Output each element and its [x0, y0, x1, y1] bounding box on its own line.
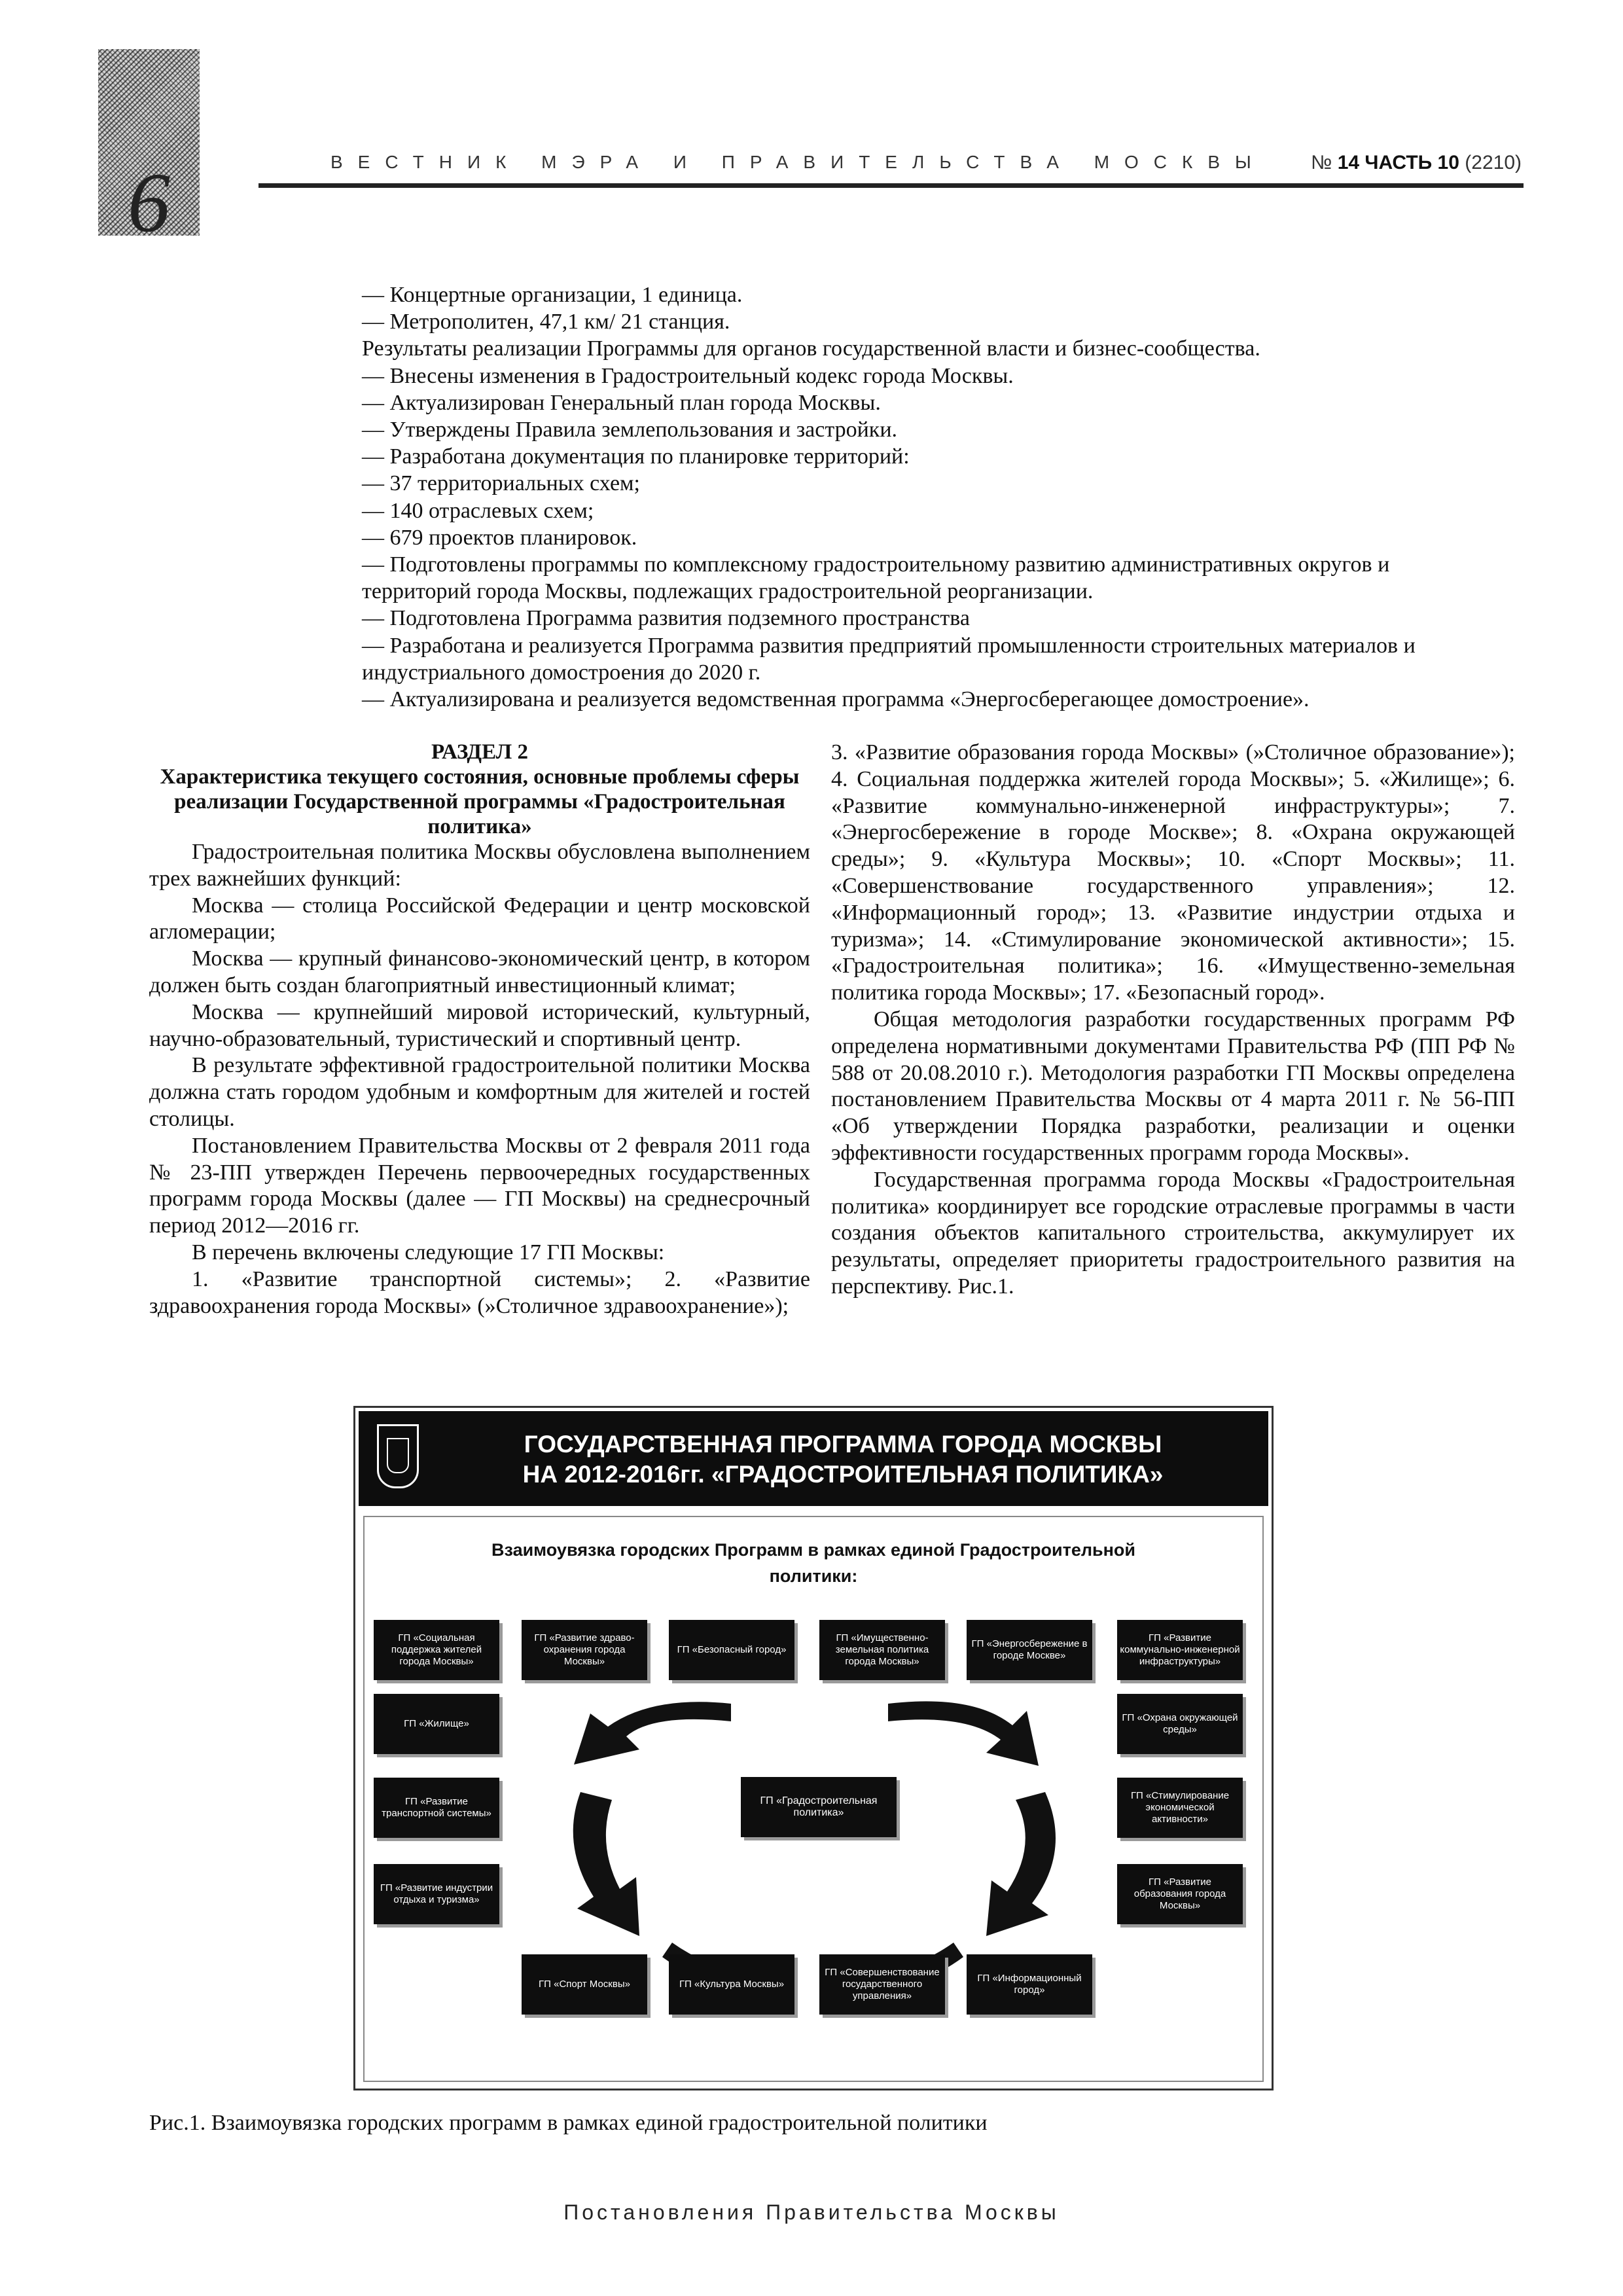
figure-header — [359, 1411, 1268, 1506]
box-culture: ГП «Культура Москвы» — [669, 1954, 794, 2015]
list-item: — Подготовлены программы по комплексному градостроительному развитию административных округов и территорий города Москвы, подлежащих градостроительной реорганизации. — [362, 552, 1390, 604]
paragraph: Общая методология разработки государственных программ РФ определена нормативными документами Правительства РФ (ПП РФ № 588 от 20.08.2010 г.). Методология разработки ГП Москвы определена постановлением Правительства Москвы от 4 марта 2011 г. № 56-ПП «Об утверждении Порядка разработки, реализации и оценки эффективности государственных программ города Москвы». — [831, 1007, 1515, 1165]
moscow-coat-of-arms-icon — [377, 1424, 419, 1488]
arrow-top-right — [888, 1701, 1039, 1766]
paragraph: Постановлением Правительства Москвы от 2 февраля 2011 года № 23-ПП утвержден Перечень первоочередных государственных программ города Москвы (далее — ГП Москвы) на среднесрочный период 2012—2016 гг. — [149, 1133, 810, 1238]
box-urban-policy-center: ГП «Градостроительная политика» — [741, 1777, 897, 1837]
box-economy: ГП «Стимулирование экономической активности» — [1117, 1778, 1243, 1838]
box-sport: ГП «Спорт Москвы» — [522, 1954, 647, 2015]
arrow-left — [573, 1792, 639, 1936]
box-education: ГП «Развитие образования города Москвы» — [1117, 1864, 1243, 1924]
list-item: — 140 отраслевых схем; — [362, 498, 594, 523]
paragraph: Москва — крупнейший мировой исторический, культурный, научно-образовательный, туристический и спортивный центр. — [149, 999, 810, 1051]
arrow-right — [986, 1792, 1056, 1936]
box-health: ГП «Развитие здраво-охранения города Москвы» — [522, 1620, 647, 1680]
box-energy: ГП «Энергосбережение в городе Москве» — [967, 1620, 1092, 1680]
box-safe-city: ГП «Безопасный город» — [669, 1620, 794, 1680]
list-item: Результаты реализации Программы для органов государственной власти и бизнес-сообщества. — [362, 336, 1260, 361]
issue-total: (2210) — [1465, 152, 1522, 173]
list-item: — Актуализирован Генеральный план города Москвы. — [362, 390, 881, 415]
results-list — [362, 281, 1474, 713]
list-item: — Внесены изменения в Градостроительный кодекс города Москвы. — [362, 363, 1014, 388]
list-item: — Актуализирована и реализуется ведомственная программа «Энергосберегающее домостроение». — [362, 687, 1310, 712]
left-column — [149, 740, 810, 1319]
list-item: — Подготовлена Программа развития подземного пространства — [362, 606, 970, 631]
paragraph: Москва — столица Российской Федерации и центр московской агломерации; — [149, 893, 810, 944]
box-transport: ГП «Развитие транспортной системы» — [374, 1778, 499, 1838]
list-item: — 37 территориальных схем; — [362, 471, 640, 496]
list-item: — Утверждены Правила землепользования и застройки. — [362, 418, 898, 442]
list-item: — Разработана и реализуется Программа развития предприятий промышленности строительных материалов и индустриального домостроения до 2020 г. — [362, 633, 1416, 685]
list-item: — Концертные организации, 1 единица. — [362, 283, 743, 307]
issue-part: ЧАСТЬ 10 — [1364, 152, 1459, 173]
figure-body — [363, 1516, 1264, 2082]
box-communal: ГП «Развитие коммунально-инженерной инфраструктуры» — [1117, 1620, 1243, 1680]
paragraph: Государственная программа города Москвы «Градостроительная политика» координирует все городские отраслевые программы в части создания объектов капитального строительства, аккумулирует их результаты, определяет приоритеты градостроительного развития на перспективу. Рис.1. — [831, 1167, 1515, 1299]
section-title: Характеристика текущего состояния, основные проблемы сферы реализации Государственной программы «Градостроительная политика» — [160, 765, 800, 838]
issue-number: 14 — [1337, 152, 1360, 173]
paragraph: В результате эффективной градостроительной политики Москва должна стать городом удобным и комфортным для жителей и гостей столицы. — [149, 1053, 810, 1131]
paragraph: 1. «Развитие транспортной системы»; 2. «Развитие здравоохранения города Москвы» (»Столичное здравоохранение»); — [149, 1266, 810, 1318]
page-number: 6 — [128, 156, 170, 250]
issue-info — [1311, 152, 1522, 174]
paragraph: Москва — крупный финансово-экономический центр, в котором должен быть создан благоприятный инвестиционный климат; — [149, 946, 810, 997]
figure-diagram — [353, 1406, 1274, 2090]
paragraph: 3. «Развитие образования города Москвы» (»Столичное образование»); 4. Социальная поддержка жителей города Москвы»; 5. «Жилище»; 6. «Развитие коммунально-инженерной инфраструктуры»; 7. «Энергосбережение в городе Москве»; 8. «Охрана окружающей среды»; 9. «Культура Москвы»; 10. «Спорт Москвы»; 11. «Совершенствование государственного управления»; 12. «Информационный город»; 13. «Развитие индустрии отдыха и туризма»; 14. «Стимулирование экономической активности»; 15. «Градостроительная политика»; 16. «Имущественно-земельная политика города Москвы»; 17. «Безопасный город». — [831, 740, 1515, 1005]
list-item: — Метрополитен, 47,1 км/ 21 станция. — [362, 310, 730, 334]
running-head: ВЕСТНИК МЭРА И ПРАВИТЕЛЬСТВА МОСКВЫ — [330, 152, 1266, 172]
list-item: — 679 проектов планировок. — [362, 525, 637, 550]
box-tourism: ГП «Развитие индустрии отдыха и туризма» — [374, 1864, 499, 1924]
paragraph: В перечень включены следующие 17 ГП Москвы: — [192, 1240, 665, 1265]
box-housing: ГП «Жилище» — [374, 1694, 499, 1754]
list-item: — Разработана документация по планировке территорий: — [362, 444, 910, 469]
paragraph: Градостроительная политика Москвы обусловлена выполнением трех важнейших функций: — [149, 840, 810, 891]
header-rule — [259, 183, 1524, 188]
box-info-city: ГП «Информационный город» — [967, 1954, 1092, 2015]
box-property: ГП «Имущественно-земельная политика города Москвы» — [819, 1620, 945, 1680]
arrow-top-left — [574, 1702, 731, 1765]
box-social-support: ГП «Социальная поддержка жителей города Москвы» — [374, 1620, 499, 1680]
page-number-block — [98, 49, 200, 250]
figure-header-line2: НА 2012-2016гг. «ГРАДОСТРОИТЕЛЬНАЯ ПОЛИТИКА» — [522, 1461, 1164, 1488]
figure-subtitle-line1: Взаимоувязка городских Программ в рамках единой Градостроительной — [491, 1540, 1135, 1560]
figure-subtitle-line2: политики: — [769, 1566, 858, 1586]
box-environment: ГП «Охрана окружающей среды» — [1117, 1694, 1243, 1754]
section-number: РАЗДЕЛ 2 — [431, 740, 528, 764]
page-footer: Постановления Правительства Москвы — [563, 2200, 1060, 2224]
issue-prefix: № — [1311, 152, 1332, 173]
figure-caption: Рис.1. Взаимоувязка городских программ в рамках единой градостроительной политики — [149, 2111, 988, 2135]
figure-header-line1: ГОСУДАРСТВЕННАЯ ПРОГРАММА ГОРОДА МОСКВЫ — [524, 1431, 1162, 1458]
box-governance: ГП «Совершенствование государственного управления» — [819, 1954, 945, 2015]
right-column — [831, 740, 1515, 1300]
